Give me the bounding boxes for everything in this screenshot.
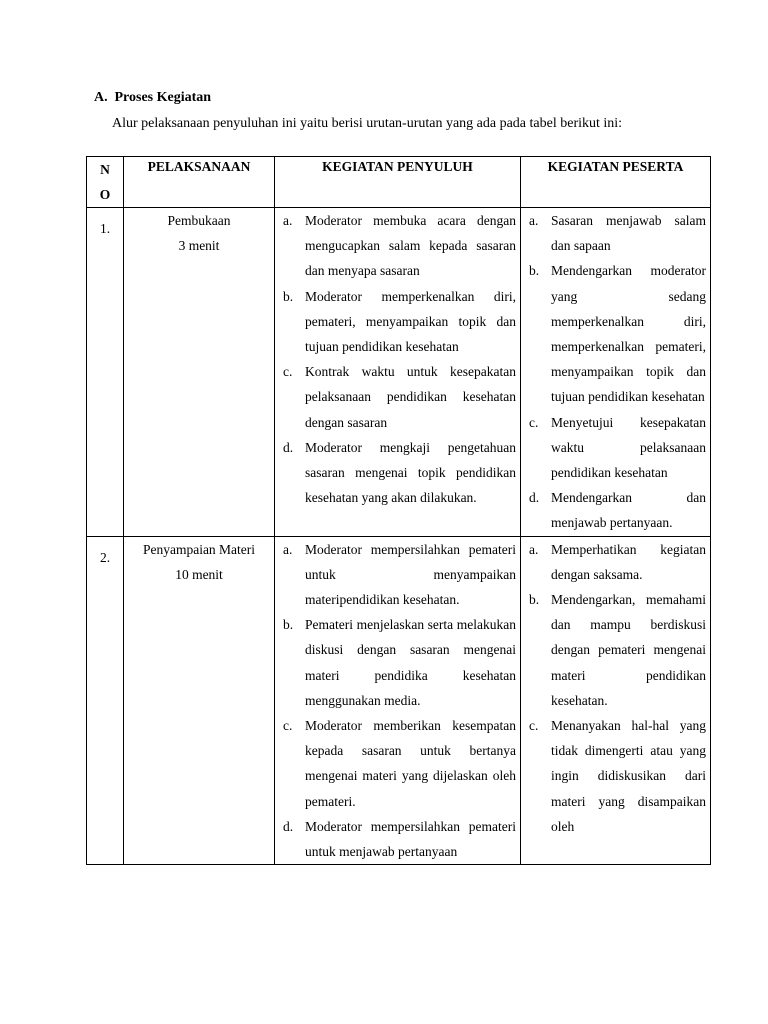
header-no-line2: O bbox=[99, 187, 111, 202]
item-text: Moderator membuka acara dengan mengucapkan salam kepada sasaran dan menyapa sasaran bbox=[305, 213, 516, 279]
item-marker: a. bbox=[283, 541, 293, 557]
item-text: Pemateri menjelaskan serta melakukan diskusi dengan sasaran mengenai materi pendidika kesehatan menggunakan media. bbox=[305, 617, 516, 708]
pelaksanaan-cell bbox=[124, 208, 275, 537]
kegiatan-peserta-cell bbox=[521, 536, 711, 865]
list-item bbox=[275, 612, 516, 713]
item-text: Moderator memperkenalkan diri, pemateri, menyampaikan topik dan tujuan pendidikan kesehatan bbox=[305, 288, 516, 355]
list-item bbox=[275, 537, 516, 613]
list-item bbox=[521, 410, 706, 486]
section-heading bbox=[94, 90, 211, 106]
header-pelaksanaan bbox=[124, 157, 275, 208]
item-marker: c. bbox=[529, 718, 539, 734]
item-text: Moderator mempersilahkan pemateri untuk menyampaikan materipendidikan kesehatan. bbox=[305, 541, 516, 608]
list-item bbox=[275, 284, 516, 360]
stage-name: Penyampaian Materi bbox=[142, 541, 256, 557]
list-item bbox=[521, 258, 706, 409]
item-marker: b. bbox=[529, 592, 540, 608]
item-text: Mendengarkan moderator yang sedang memperkenalkan diri, memperkenalkan pemateri, menyampaikan topik dan tujuan pendidikan kesehatan bbox=[551, 263, 706, 405]
item-marker: a. bbox=[529, 213, 539, 228]
item-marker: a. bbox=[283, 213, 293, 228]
table-row bbox=[87, 536, 711, 865]
item-text: Menanyakan hal-hal yang tidak dimengerti atau yang ingin didiskusikan dari materi yang disampaikan oleh bbox=[551, 718, 706, 834]
list-item bbox=[275, 359, 516, 435]
list-item bbox=[521, 485, 706, 535]
item-text: Moderator memberikan kesempatan kepada sasaran untuk bertanya mengenai materi yang dijelaskan oleh pemateri. bbox=[305, 718, 516, 809]
list-item bbox=[275, 435, 516, 511]
item-marker: a. bbox=[529, 541, 539, 557]
stage-duration: 10 menit bbox=[175, 566, 223, 582]
kegiatan-penyuluh-cell bbox=[275, 536, 521, 865]
item-text: Moderator mempersilahkan pemateri untuk menjawab pertanyaan bbox=[305, 818, 516, 860]
list-item bbox=[275, 713, 516, 814]
item-marker: c. bbox=[283, 364, 293, 380]
header-no bbox=[87, 157, 124, 208]
list-item bbox=[521, 713, 706, 839]
item-marker: b. bbox=[283, 288, 294, 304]
list-item bbox=[275, 814, 516, 864]
stage-duration: 3 menit bbox=[178, 238, 220, 253]
item-text: Mendengarkan, memahami dan mampu berdiskusi dengan pemateri mengenai materi pendidikan kesehatan. bbox=[551, 592, 706, 708]
section-number: A. bbox=[94, 90, 108, 105]
pelaksanaan-cell bbox=[124, 536, 275, 865]
item-marker: d. bbox=[283, 818, 294, 834]
stage-name: Pembukaan bbox=[167, 213, 231, 228]
section-intro: Alur pelaksanaan penyuluhan ini yaitu berisi urutan-urutan yang ada pada tabel berikut ini: bbox=[112, 116, 623, 131]
table-row bbox=[87, 208, 711, 537]
item-marker: b. bbox=[529, 263, 540, 279]
item-text: Kontrak waktu untuk kesepakatan pelaksanaan pendidikan kesehatan dengan sasaran bbox=[305, 364, 516, 430]
item-text: Sasaran menjawab salam dan sapaan bbox=[551, 213, 706, 254]
section-title: Proses Kegiatan bbox=[114, 90, 212, 105]
row-number-cell bbox=[87, 208, 124, 537]
list-item bbox=[521, 587, 706, 713]
row-number-cell bbox=[87, 536, 124, 865]
item-marker: b. bbox=[283, 617, 294, 633]
row-number: 2. bbox=[99, 549, 111, 565]
list-item bbox=[275, 208, 516, 284]
item-text: Memperhatikan kegiatan dengan saksama. bbox=[551, 541, 706, 582]
header-kegiatan-peserta-label: KEGIATAN PESERTA bbox=[547, 159, 684, 174]
header-no-line1: N bbox=[100, 162, 110, 177]
activity-table bbox=[86, 156, 711, 865]
row-number: 1. bbox=[99, 221, 111, 236]
item-marker: d. bbox=[529, 490, 540, 506]
item-marker: c. bbox=[283, 718, 293, 734]
item-text: Moderator mengkaji pengetahuan sasaran mengenai topik pendidikan kesehatan yang akan dilakukan. bbox=[305, 439, 516, 506]
kegiatan-peserta-cell bbox=[521, 208, 711, 537]
item-text: Menyetujui kesepakatan waktu pelaksanaan pendidikan kesehatan bbox=[551, 414, 706, 481]
item-marker: c. bbox=[529, 414, 539, 430]
table-header-row bbox=[87, 157, 711, 208]
header-kegiatan-peserta bbox=[521, 157, 711, 208]
header-kegiatan-penyuluh bbox=[275, 157, 521, 208]
list-item bbox=[521, 537, 706, 587]
list-item bbox=[521, 208, 706, 258]
item-marker: d. bbox=[283, 439, 294, 455]
item-text: Mendengarkan dan menjawab pertanyaan. bbox=[551, 490, 706, 531]
header-kegiatan-penyuluh-label: KEGIATAN PENYULUH bbox=[322, 159, 473, 174]
kegiatan-penyuluh-cell bbox=[275, 208, 521, 537]
header-pelaksanaan-label: PELAKSANAAN bbox=[147, 159, 251, 174]
